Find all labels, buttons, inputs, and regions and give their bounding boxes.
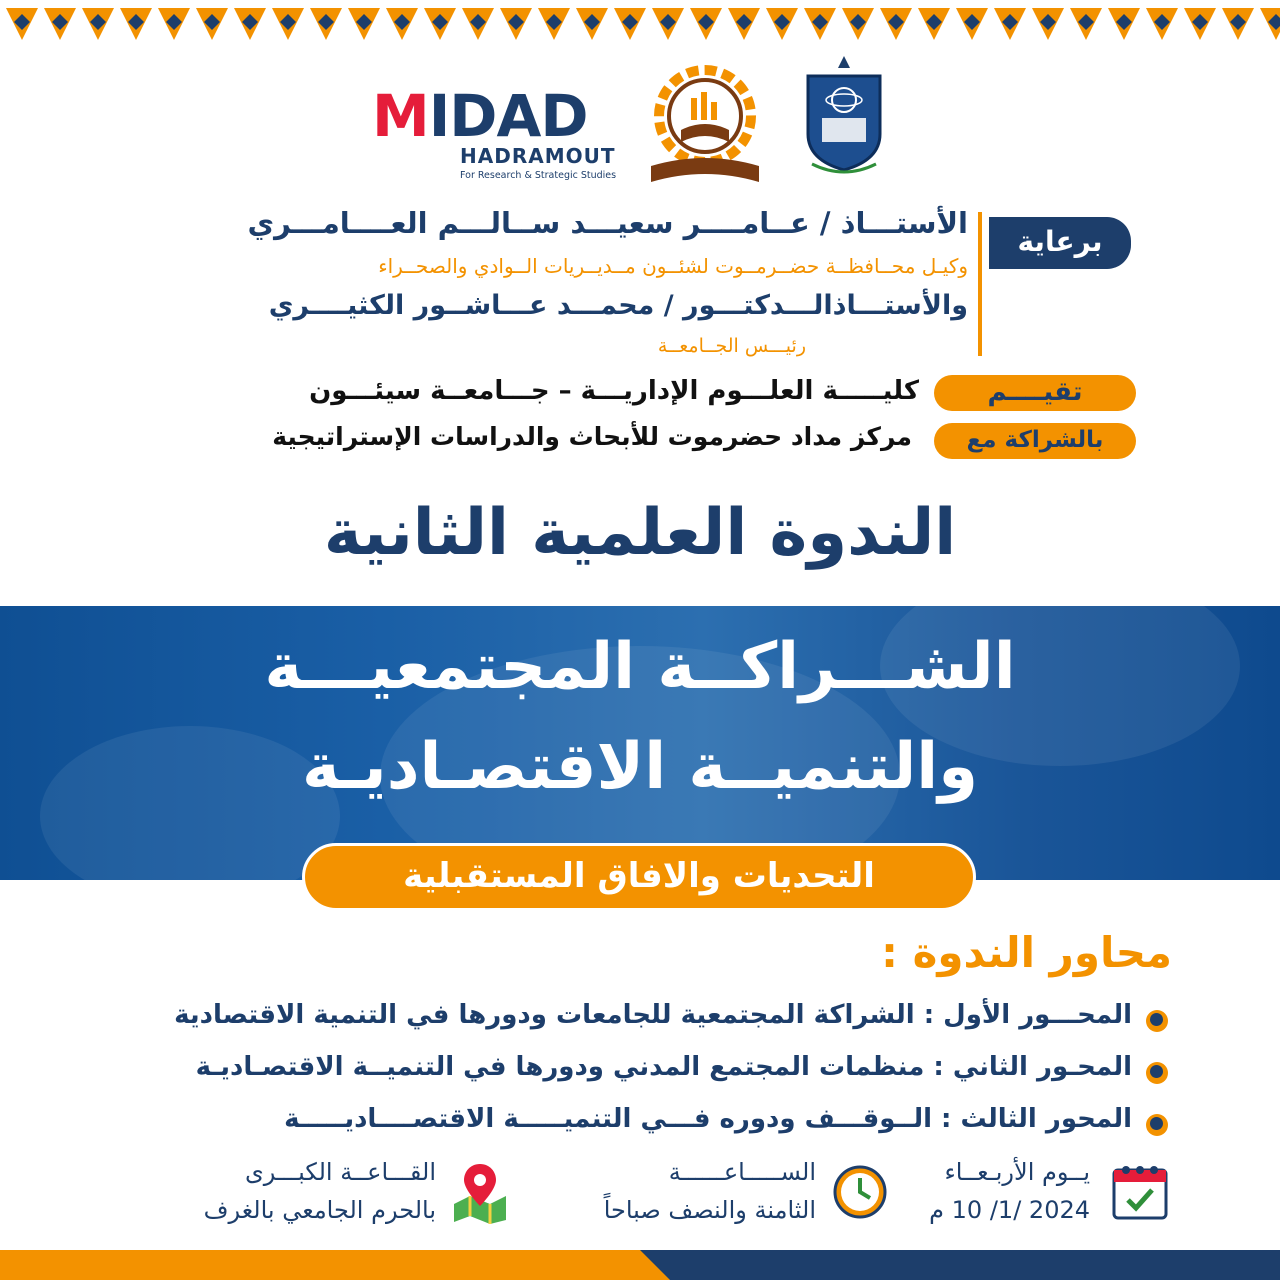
presenting-organization: كليـــــة العلـــوم الإداريـــة – جـــامعــة سيئـــون: [309, 376, 919, 406]
venue-campus: بالحرم الجامعي بالغرف: [203, 1196, 436, 1224]
venue-hall: القـــاعــة الكبـــرى: [244, 1158, 436, 1186]
axis-item-1: [168, 1000, 1168, 1040]
patron-name-1: الأستـــاذ / عــامــــر سعيـــد ســالـــم العــــامـــري: [247, 206, 968, 240]
top-decorative-pattern: [0, 0, 1280, 50]
event-date: 2024 /1/ 10 م: [929, 1196, 1090, 1224]
bullet-icon: [1146, 1010, 1168, 1032]
theme-line-1: الشـــراكــة المجتمعيـــة: [264, 630, 1016, 704]
theme-banner: [0, 606, 1280, 880]
midad-rest: IDAD: [428, 82, 588, 150]
bullet-icon: [1146, 1114, 1168, 1136]
partner-organization: مركز مداد حضرموت للأبحاث والدراسات الإستراتيجية: [272, 422, 912, 451]
axis-item-3: [168, 1104, 1168, 1144]
patron-role-2: رئيـــس الجــامعــة: [657, 335, 806, 357]
axes-heading: محاور الندوة :: [881, 928, 1172, 977]
partner-label: بالشراكة مع: [934, 423, 1136, 459]
clock-icon: [832, 1164, 888, 1220]
patron-role-1: وكيـل محــافظــة حضــرمــوت لشئــون مــديــريات الــوادي والصحــراء: [378, 254, 968, 278]
midad-hadramout: HADRAMOUT: [460, 144, 616, 168]
axis-text: المحور الثالث : الــوقـــف ودوره فـــي التنميـــــة الاقتصــــاديـــــة: [284, 1104, 1132, 1134]
axis-item-2: [168, 1052, 1168, 1092]
axis-text: المحـور الثاني : منظمات المجتمع المدني ودورها في التنميــة الاقتصـاديـة: [195, 1052, 1132, 1082]
midad-wordmark: [372, 82, 588, 150]
presents-label: تقيــــم: [934, 375, 1136, 411]
event-time: الثامنة والنصف صباحاً: [603, 1196, 816, 1224]
event-day: يــوم الأربـعــاء: [944, 1158, 1090, 1186]
midad-m: M: [372, 82, 429, 150]
patronage-divider: [978, 212, 982, 356]
midad-logo: [372, 82, 622, 186]
midad-tagline: For Research & Strategic Studies: [460, 170, 617, 181]
calendar-icon: [1112, 1162, 1168, 1220]
patron-name-2: والأستـــاذالـــدكتـــور / محمـــد عـــاشــور الكثيــــري: [268, 290, 968, 321]
time-label: الســـــاعــــــة: [668, 1158, 816, 1186]
patronage-label: برعاية: [989, 217, 1131, 269]
bullet-icon: [1146, 1062, 1168, 1084]
axis-text: المحـــور الأول : الشراكة المجتمعية للجامعات ودورها في التنمية الاقتصادية: [174, 1000, 1132, 1030]
subtitle-pill: التحديات والافاق المستقبلية: [302, 843, 976, 911]
bottom-decorative-bar: [0, 1250, 1280, 1280]
theme-line-2: والتنميــة الاقتصـاديـة: [301, 730, 979, 804]
map-location-icon: [450, 1160, 510, 1224]
college-logo-icon: [643, 58, 768, 188]
seiyun-university-logo-icon: [798, 52, 890, 180]
event-title: الندوة العلمية الثانية: [323, 496, 957, 570]
